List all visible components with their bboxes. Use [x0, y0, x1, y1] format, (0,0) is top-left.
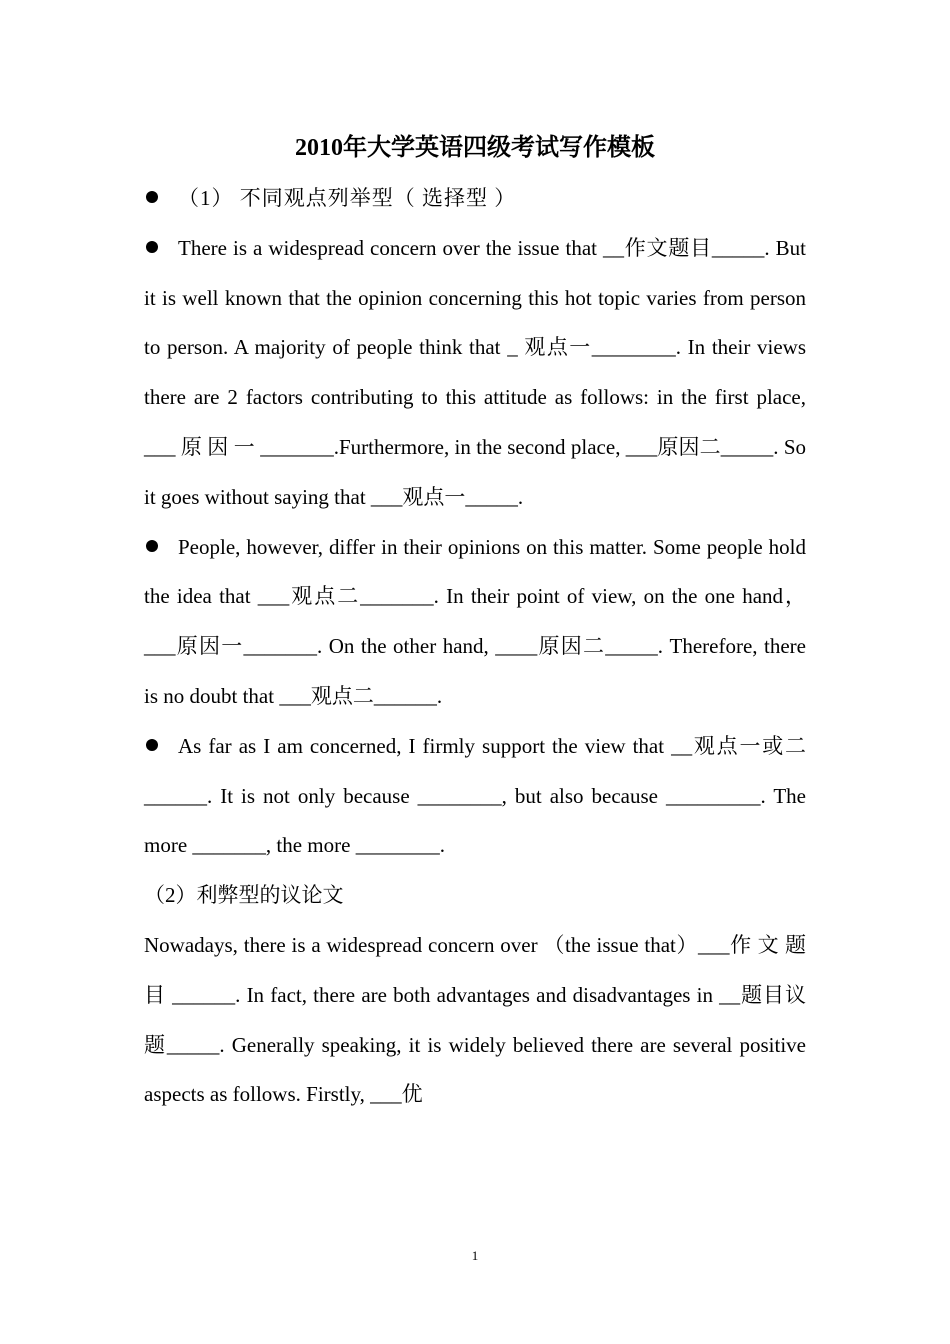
paragraph-text: As far as I am concerned, I firmly support the view that __观点一或二______. It is not only because ________, but also because _________. The more _______, the more ________.	[144, 733, 806, 858]
section1-paragraph-1	[144, 224, 806, 523]
document-body	[144, 174, 806, 1120]
bullet-icon	[146, 241, 158, 253]
section2-paragraph: Nowadays, there is a widespread concern over （the issue that）___作 文 题 目 ______. In fact, there are both advantages and disadvantages in __题目议题_____. Generally speaking, it is widely believed there are several positive aspects as follows. Firstly, ___优	[144, 932, 806, 1107]
bullet-icon	[146, 540, 158, 552]
section1-heading-line	[144, 174, 806, 224]
paragraph-text: There is a widespread concern over the issue that __作文题目_____. But it is well known that the opinion concerning this hot topic varies from person to person. A majority of people think that _ 观点一________. In their views there are 2 factors contributing to this attitude as follows: in the first place, ___ 原 因 一 _______.Furthermore, in the second place, ___原因二_____. So it goes without saying that ___观点一_____.	[144, 235, 806, 509]
document-title: 2010年大学英语四级考试写作模板	[295, 135, 655, 161]
section1-heading: （1） 不同观点列举型（ 选择型 ）	[178, 186, 517, 210]
page-number: 1	[471, 1248, 479, 1263]
section2-heading: （2）利弊型的议论文	[144, 883, 344, 908]
section1-paragraph-2	[144, 523, 806, 722]
paragraph-text: People, however, differ in their opinions on this matter. Some people hold the idea that ___观点二_______. In their point of view, on the one hand， ___原因一_______. On the other hand, ____原因二_____. Therefore, there is no doubt that ___观点二______.	[144, 534, 806, 708]
section1-paragraph-3	[144, 722, 806, 871]
bullet-icon	[146, 739, 158, 751]
bullet-icon	[146, 191, 158, 203]
